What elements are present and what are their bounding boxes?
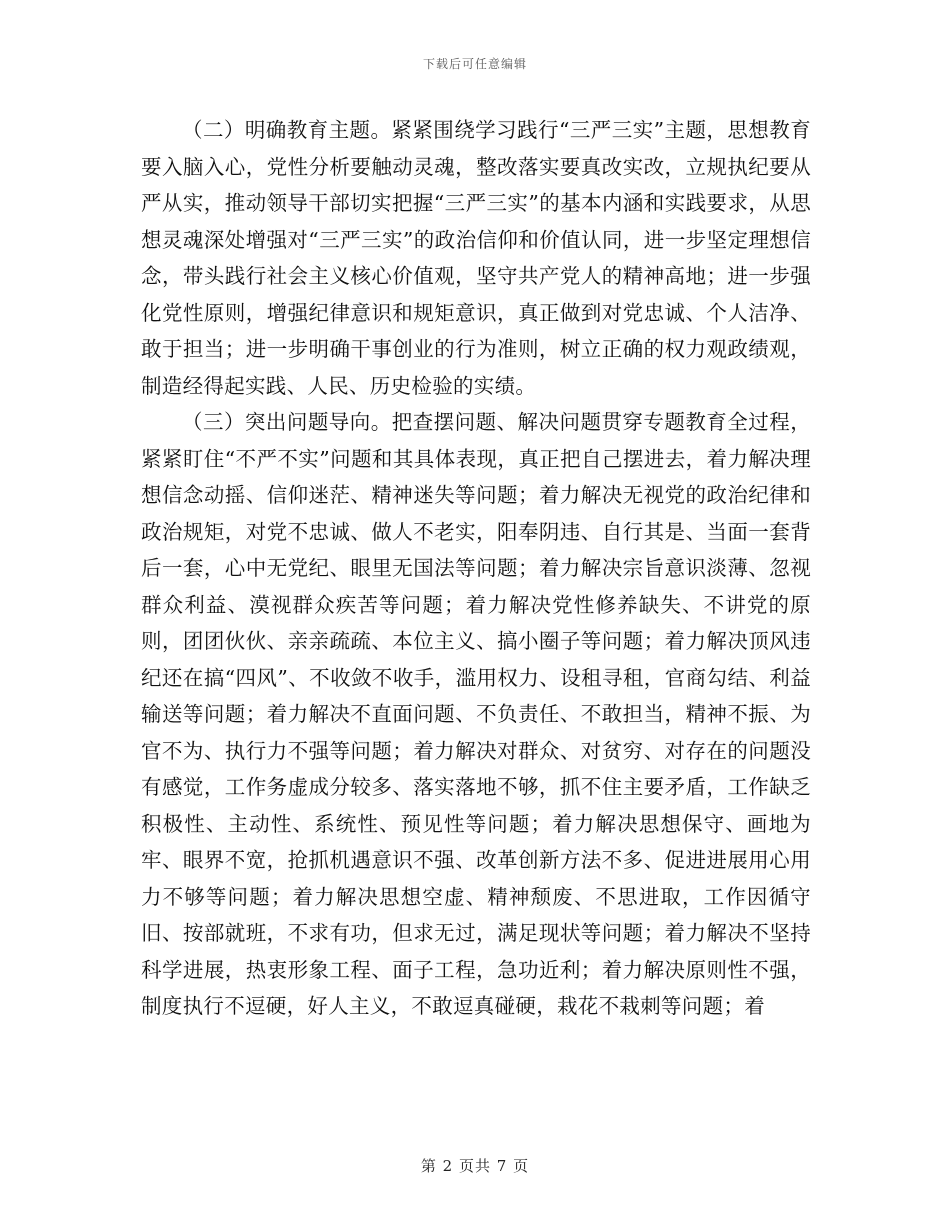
paragraph-problem-orientation: （三）突出问题导向。把查摆问题、解决问题贯穿专题教育全过程，紧紧盯住“不严不实”问题和其具体表现，真正把自己摆进去，着力解决理想信念动摇、信仰迷茫、精神迷失等问题；着力解决无视党的政治纪律和政治规矩，对党不忠诚、做人不老实，阳奉阴违、自行其是、当面一套背后一套，心中无党纪、眼里无国法等问题；着力解决宗旨意识淡薄、忽视群众利益、漠视群众疾苦等问题；着力解决党性修养缺失、不讲党的原则，团团伙伙、亲亲疏疏、本位主义、搞小圈子等问题；着力解决顶风违纪还在搞“四风”、不收敛不收手，滥用权力、设租寻租，官商勾结、利益输送等问题；着力解决不直面问题、不负责任、不敢担当，精神不振、为官不为、执行力不强等问题；着力解决对群众、对贫穷、对存在的问题没有感觉，工作务虚成分较多、落实落地不够，抓不住主要矛盾，工作缺乏积极性、主动性、系统性、预见性等问题；着力解决思想保守、画地为牢、眼界不宽，抢抓机遇意识不强、改革创新方法不多、促进进展用心用力不够等问题；着力解决思想空虚、精神颓废、不思进取，工作因循守旧、按部就班，不求有功，但求无过，满足现状等问题；着力解决不坚持科学进展，热衷形象工程、面子工程，急功近利；着力解决原则性不强，制度执行不逗硬，好人主义，不敢逗真碰硬，栽花不栽刺等问题；着 — [141, 410, 811, 1018]
page-number-footer: 第 2 页共 7 页 — [420, 1157, 530, 1175]
paragraph-education-theme: （二）明确教育主题。紧紧围绕学习践行“三严三实”主题，思想教育要入脑入心，党性分析要触动灵魂，整改落实要真改实改，立规执纪要从严从实，推动领导干部切实把握“三严三实”的基本内涵和实践要求，从思想灵魂深处增强对“三严三实”的政治信仰和价值认同，进一步坚定理想信念，带头践行社会主义核心价值观，坚守共产党人的精神高地；进一步强化党性原则，增强纪律意识和规矩意识，真正做到对党忠诚、个人洁净、敢于担当；进一步明确干事创业的行为准则，树立正确的权力观政绩观，制造经得起实践、人民、历史检验的实绩。 — [141, 118, 811, 398]
document-body — [141, 112, 811, 1025]
header-note: 下载后可任意编辑 — [422, 57, 527, 71]
